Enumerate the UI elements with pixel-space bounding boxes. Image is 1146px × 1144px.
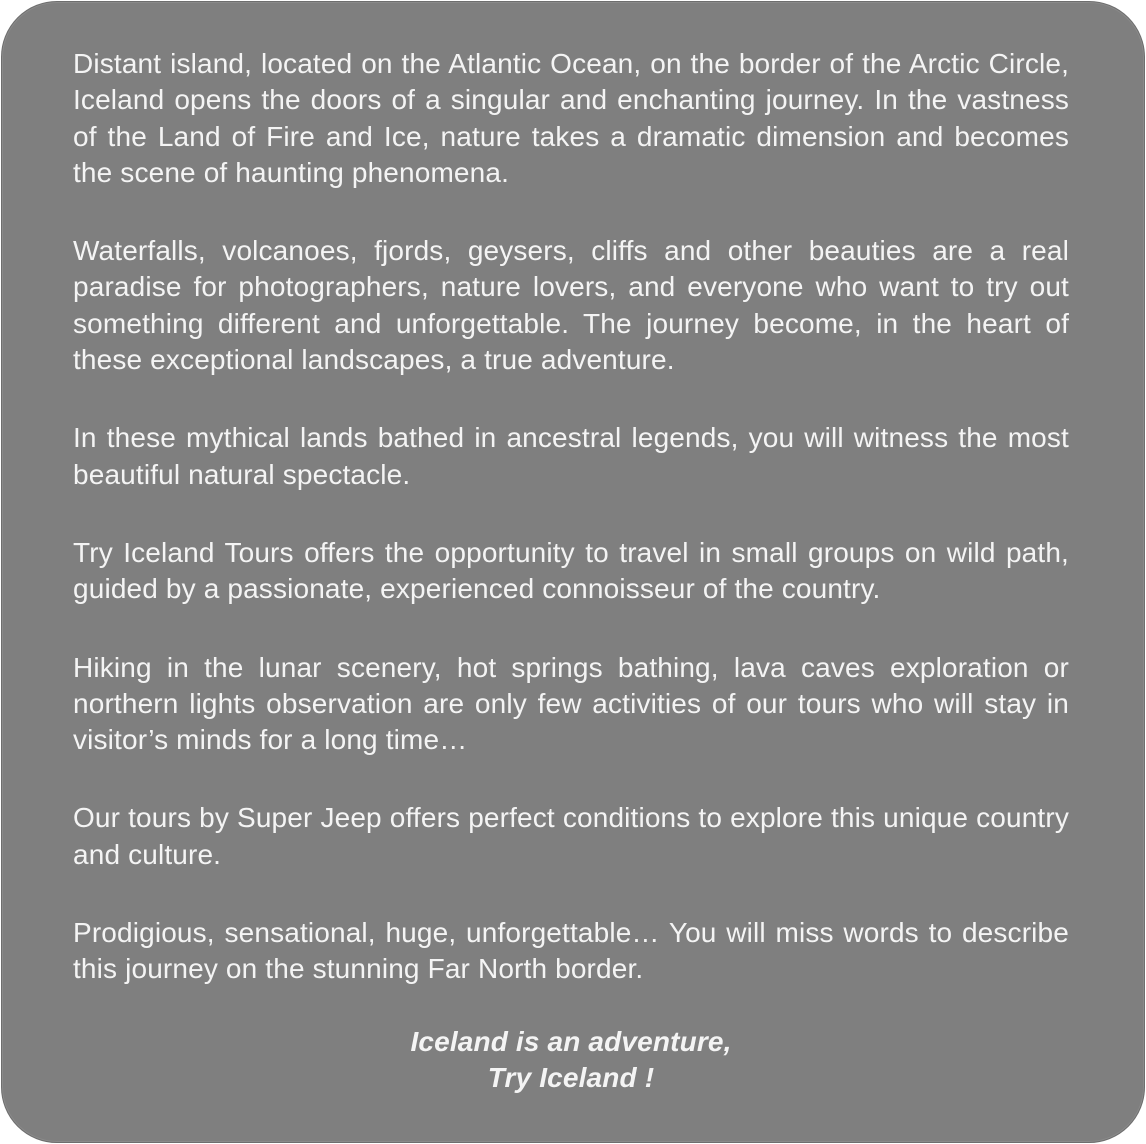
closing-slogan [73,1024,1069,1097]
closing-line-2: Try Iceland ! [487,1061,655,1093]
paragraph-landscapes: Waterfalls, volcanoes, fjords, geysers, cliffs and other beauties are a real paradise for photographers, nature lovers, and everyone who want to try out something different and unforgettable. The journey become, in the heart of these exceptional landscapes, a true adventure. [73,235,1069,376]
paragraph-intro: Distant island, located on the Atlantic Ocean, on the border of the Arctic Circle, Iceland opens the doors of a singular and enchanting journey. In the vastness of the Land of Fire and Ice, nature takes a dramatic dimension and becomes the scene of haunting phenomena. [73,48,1069,188]
paragraph-legends: In these mythical lands bathed in ancestral legends, you will witness the most beautiful natural spectacle. [73,422,1069,490]
paragraph-activities: Hiking in the lunar scenery, hot springs bathing, lava caves exploration or northern lights observation are only few activities of our tours who will stay in visitor’s minds for a long time… [73,651,1069,756]
paragraph-conclusion: Prodigious, sensational, huge, unforgettable… You will miss words to describe this journey on the stunning Far North border. [73,917,1069,985]
closing-line-1: Iceland is an adventure, [410,1025,732,1057]
card-content [73,46,1069,1096]
text-card [1,1,1145,1143]
paragraph-tours-offer: Try Iceland Tours offers the opportunity to travel in small groups on wild path, guided by a passionate, experienced connoisseur of the country. [73,536,1069,605]
paragraph-super-jeep: Our tours by Super Jeep offers perfect conditions to explore this unique country and culture. [73,802,1069,870]
